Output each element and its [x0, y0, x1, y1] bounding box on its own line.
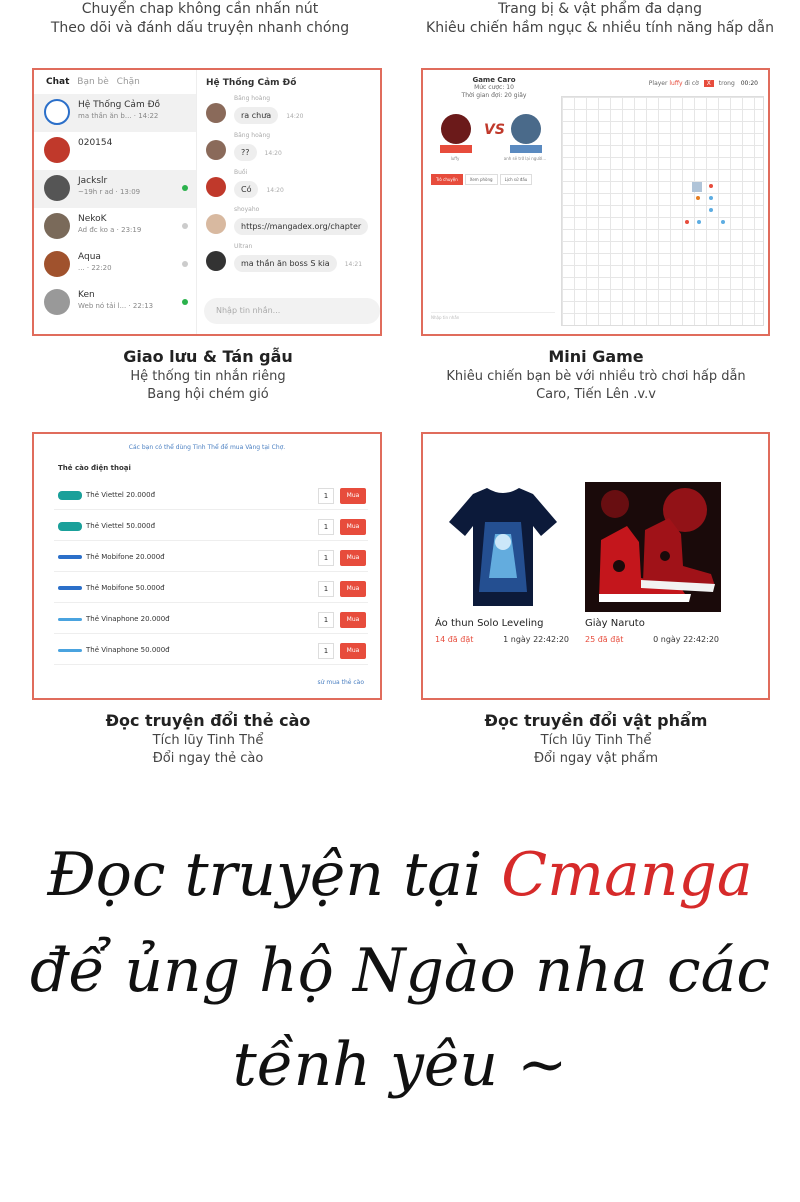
viettel-logo	[58, 491, 82, 500]
contact-name: 020154	[78, 138, 113, 148]
contact-name: Ken	[78, 290, 95, 300]
contact-item[interactable]	[34, 208, 196, 246]
tab-room[interactable]: Xem phòng	[465, 174, 498, 185]
sender-name: Ultran	[234, 243, 253, 250]
buy-button[interactable]: Mua	[340, 488, 366, 504]
tab-game-chat[interactable]: Trò chuyện	[431, 174, 463, 185]
game-chat-input[interactable]: Nhập tin nhắn	[431, 312, 555, 320]
game-caption	[396, 346, 796, 404]
contact-item[interactable]	[34, 170, 196, 208]
contact-avatar	[44, 289, 70, 315]
card-name: Thẻ Mobifone 20.000đ	[86, 553, 165, 561]
message	[198, 94, 380, 131]
contact-item[interactable]	[34, 284, 196, 322]
turn-mark: X	[704, 80, 714, 87]
turn-time-label: trong	[718, 80, 735, 87]
sender-avatar	[206, 103, 226, 123]
conversation-title: Hệ Thống Cảm Đồ	[206, 78, 297, 88]
contact-avatar	[44, 251, 70, 277]
buy-button[interactable]: Mua	[340, 612, 366, 628]
caro-board[interactable]	[561, 96, 764, 326]
chat-contact-list	[34, 70, 197, 334]
message-input[interactable]: Nhập tin nhắn...	[204, 298, 380, 324]
turn-player: luffy	[669, 80, 683, 87]
player1-mark	[440, 145, 472, 153]
caption-line: Khiêu chiến bạn bè với nhiều trò chơi hấp dẫn	[446, 369, 746, 384]
item-name: Giày Naruto	[585, 618, 645, 629]
game-bet: Mức cược: 10	[474, 84, 514, 91]
chat-screenshot-panel	[32, 68, 382, 336]
player1-name: luffy	[450, 156, 460, 161]
sender-name: Băng hoàng	[234, 95, 271, 102]
card-shop-caption	[8, 710, 408, 768]
turn-suffix: đi cờ	[684, 80, 699, 87]
offline-indicator	[182, 261, 188, 267]
item-orders: 14 đã đặt	[435, 635, 474, 644]
contact-avatar	[44, 175, 70, 201]
shop-heading: Thẻ cào điện thoại	[58, 464, 131, 472]
x-mark	[685, 220, 689, 224]
card-row	[54, 513, 368, 541]
item-meta	[585, 635, 725, 647]
x-mark	[696, 196, 700, 200]
quantity-field[interactable]: 1	[318, 643, 334, 659]
buy-button[interactable]: Mua	[340, 519, 366, 535]
promo-line3: tềnh yêu ~	[232, 1030, 568, 1100]
top-right-caption	[400, 0, 800, 38]
o-mark	[709, 196, 713, 200]
chat-tabs	[34, 70, 196, 94]
tshirt-image	[435, 482, 571, 612]
contact-preview: ma thần ăn b... · 14:22	[78, 112, 159, 120]
message-bubble: ra chưa	[234, 107, 278, 124]
contact-preview: Web nó tải l... · 22:13	[78, 302, 154, 310]
sender-avatar	[206, 140, 226, 160]
card-name: Thẻ Vinaphone 50.000đ	[86, 646, 170, 654]
vs-label: VS	[484, 122, 505, 138]
mobifone-logo	[58, 586, 82, 590]
message-time: 14:20	[264, 150, 282, 157]
contact-name: NekoK	[78, 214, 107, 224]
card-row	[54, 544, 368, 572]
caption-line: Hệ thống tin nhắn riêng	[130, 369, 286, 384]
sender-avatar	[206, 251, 226, 271]
item-shop-panel	[421, 432, 770, 700]
shoes-illustration	[585, 482, 721, 612]
promo-brand: Cmanga	[501, 840, 753, 910]
top-left-line1: Chuyển chap không cần nhấn nút	[81, 1, 319, 17]
tab-history[interactable]: Lịch sử đấu	[500, 174, 533, 185]
board-cell-highlight	[692, 182, 702, 192]
item-orders: 25 đã đặt	[585, 635, 624, 644]
top-left-line2: Theo dõi và đánh dấu truyện nhanh chóng	[50, 20, 350, 36]
message-time: 14:20	[266, 187, 284, 194]
contact-preview: ~19h r ad · 13:09	[78, 188, 141, 196]
card-name: Thẻ Mobifone 50.000đ	[86, 584, 165, 592]
card-row	[54, 606, 368, 634]
game-tabs	[431, 174, 555, 186]
caption-title: Giao lưu & Tán gẫu	[123, 347, 293, 366]
top-right-line2: Khiêu chiến hầm ngục & nhiều tính năng hấp dẫn	[426, 20, 774, 36]
player2-mark	[510, 145, 542, 153]
caption-title: Đọc truyện đổi thẻ cào	[105, 711, 311, 730]
turn-prefix: Player	[648, 80, 668, 87]
contact-preview: Ad đc ko a · 23:19	[78, 226, 142, 234]
viettel-logo	[58, 522, 82, 531]
caption-line: Tích lũy Tinh Thể	[152, 733, 264, 748]
card-row	[54, 482, 368, 510]
card-name: Thẻ Vinaphone 20.000đ	[86, 615, 170, 623]
promo-line1	[0, 840, 800, 910]
contact-avatar	[44, 213, 70, 239]
o-mark	[709, 208, 713, 212]
message-bubble: ma thần ăn boss S kia	[234, 255, 337, 272]
buy-button[interactable]: Mua	[340, 581, 366, 597]
message	[198, 168, 380, 205]
card-row	[54, 637, 368, 665]
players	[437, 114, 552, 164]
caption-line: Bang hội chém gió	[147, 387, 269, 402]
quantity-field[interactable]: 1	[318, 519, 334, 535]
turn-timer: 00:20	[740, 80, 758, 87]
quantity-field[interactable]: 1	[318, 612, 334, 628]
tab-chat[interactable]: Chat	[46, 77, 70, 87]
message-bubble: Có	[234, 181, 258, 198]
offline-indicator	[182, 223, 188, 229]
game-title: Game Caro	[472, 76, 516, 84]
promo-line2: để ủng hộ Ngào nha các	[30, 936, 770, 1006]
item-name: Áo thun Solo Leveling	[435, 618, 544, 629]
tab-blocked[interactable]: Chặn	[116, 77, 140, 87]
top-left-caption	[0, 0, 400, 38]
quantity-field[interactable]: 1	[318, 581, 334, 597]
item-shop-caption	[396, 710, 796, 768]
quantity-field[interactable]: 1	[318, 550, 334, 566]
chat-caption	[8, 346, 408, 404]
sender-name: shoyaho	[234, 206, 260, 213]
contact-name: Jackslr	[78, 176, 108, 186]
item-meta	[435, 635, 575, 647]
vinaphone-logo	[58, 649, 82, 652]
contact-item[interactable]	[34, 94, 196, 132]
quantity-field[interactable]: 1	[318, 488, 334, 504]
tab-friends[interactable]: Bạn bè	[77, 77, 109, 87]
item-card[interactable]	[585, 482, 725, 647]
contact-preview: ... · 22:20	[78, 264, 112, 272]
card-name: Thẻ Viettel 50.000đ	[86, 522, 156, 530]
o-mark	[697, 220, 701, 224]
buy-button[interactable]: Mua	[340, 643, 366, 659]
message	[198, 131, 380, 168]
game-wait: Thời gian đợi: 20 giây	[461, 92, 527, 99]
card-row	[54, 575, 368, 603]
message	[198, 242, 380, 279]
game-info	[429, 76, 559, 100]
x-mark	[709, 184, 713, 188]
item-time: 0 ngày 22:42:20	[653, 635, 719, 644]
tshirt-illustration	[435, 482, 571, 612]
sender-name: Băng hoàng	[234, 132, 271, 139]
contact-avatar	[44, 99, 70, 125]
contact-item[interactable]	[34, 246, 196, 284]
buy-button[interactable]: Mua	[340, 550, 366, 566]
item-card[interactable]	[435, 482, 575, 647]
mobifone-logo	[58, 555, 82, 559]
player1-avatar	[441, 114, 471, 144]
sender-avatar	[206, 214, 226, 234]
message-time: 14:20	[286, 113, 304, 120]
caption-line: Đổi ngay vật phẩm	[533, 751, 659, 766]
contact-name: Aqua	[78, 252, 101, 262]
message-time: 14:21	[344, 261, 363, 268]
caption-title: Mini Game	[548, 347, 644, 366]
caption-title: Đọc truyền đổi vật phẩm	[484, 711, 708, 730]
turn-indicator	[649, 80, 758, 87]
promo-text: Đọc truyện tại	[47, 840, 483, 910]
contact-item[interactable]	[34, 132, 196, 170]
message-bubble[interactable]: https://mangadex.org/chapter	[234, 218, 368, 235]
card-shop-panel	[32, 432, 382, 700]
contact-name: Hệ Thống Cảm Đồ	[78, 100, 161, 110]
game-screenshot-panel	[421, 68, 770, 336]
purchase-history-link[interactable]: sử mua thẻ cào	[317, 679, 364, 686]
caption-line: Đổi ngay thẻ cào	[152, 751, 264, 766]
shop-note: Các bạn có thể dùng Tinh Thể để mua Vàng tại Chợ.	[128, 444, 286, 451]
player2-avatar	[511, 114, 541, 144]
contact-avatar	[44, 137, 70, 163]
card-name: Thẻ Viettel 20.000đ	[86, 491, 156, 499]
caption-line: Tích lũy Tinh Thể	[540, 733, 652, 748]
item-time: 1 ngày 22:42:20	[503, 635, 569, 644]
player2-name: anh sẽ trở lại người...	[503, 156, 547, 161]
caption-line: Caro, Tiến Lên .v.v	[536, 387, 656, 402]
top-right-line1: Trang bị & vật phẩm đa dạng	[497, 1, 702, 17]
chat-conversation	[198, 70, 380, 334]
online-indicator	[182, 185, 188, 191]
online-indicator	[182, 299, 188, 305]
shoes-image	[585, 482, 721, 612]
message	[198, 205, 380, 242]
o-mark	[721, 220, 725, 224]
message-bubble: ??	[234, 144, 257, 161]
vinaphone-logo	[58, 618, 82, 621]
sender-avatar	[206, 177, 226, 197]
sender-name: Buồi	[234, 169, 248, 176]
